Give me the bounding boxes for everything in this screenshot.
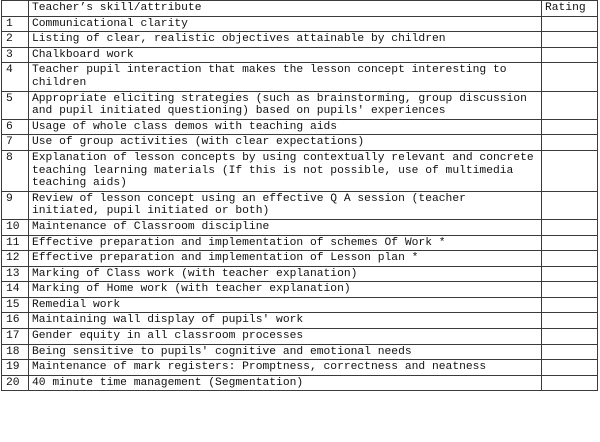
table-row	[2, 135, 598, 151]
header-attribute: Teacher’s skill/attribute	[29, 1, 542, 17]
row-rating-cell[interactable]	[542, 91, 598, 119]
row-number: 17	[2, 329, 29, 345]
row-number: 9	[2, 191, 29, 219]
row-attribute: Chalkboard work	[29, 47, 542, 63]
table-row	[2, 16, 598, 32]
row-attribute: Effective preparation and implementation of Lesson plan *	[29, 251, 542, 267]
table-row	[2, 235, 598, 251]
row-number: 18	[2, 344, 29, 360]
table-row	[2, 91, 598, 119]
row-number: 4	[2, 63, 29, 91]
row-rating-cell[interactable]	[542, 375, 598, 391]
row-attribute: Explanation of lesson concepts by using contextually relevant and concrete teaching learning materials (If this is not possible, use of multimedia teaching aids)	[29, 150, 542, 191]
table-row	[2, 150, 598, 191]
row-number: 15	[2, 297, 29, 313]
row-rating-cell[interactable]	[542, 150, 598, 191]
table-row	[2, 32, 598, 48]
row-rating-cell[interactable]	[542, 191, 598, 219]
row-attribute: Marking of Home work (with teacher explanation)	[29, 282, 542, 298]
row-attribute: Communicational clarity	[29, 16, 542, 32]
row-rating-cell[interactable]	[542, 313, 598, 329]
row-rating-cell[interactable]	[542, 119, 598, 135]
table-row	[2, 47, 598, 63]
row-number: 12	[2, 251, 29, 267]
row-attribute: 40 minute time management (Segmentation)	[29, 375, 542, 391]
row-attribute: Maintenance of Classroom discipline	[29, 219, 542, 235]
row-rating-cell[interactable]	[542, 344, 598, 360]
row-number: 16	[2, 313, 29, 329]
row-attribute: Marking of Class work (with teacher explanation)	[29, 266, 542, 282]
header-number	[2, 1, 29, 17]
row-attribute: Maintaining wall display of pupils' work	[29, 313, 542, 329]
row-number: 14	[2, 282, 29, 298]
row-rating-cell[interactable]	[542, 135, 598, 151]
row-rating-cell[interactable]	[542, 360, 598, 376]
row-number: 10	[2, 219, 29, 235]
row-rating-cell[interactable]	[542, 16, 598, 32]
table-row	[2, 344, 598, 360]
row-number: 6	[2, 119, 29, 135]
row-number: 5	[2, 91, 29, 119]
row-rating-cell[interactable]	[542, 251, 598, 267]
table-row	[2, 375, 598, 391]
skills-rating-table	[1, 0, 598, 391]
row-number: 1	[2, 16, 29, 32]
row-number: 11	[2, 235, 29, 251]
row-rating-cell[interactable]	[542, 219, 598, 235]
table-row	[2, 119, 598, 135]
row-number: 20	[2, 375, 29, 391]
row-attribute: Review of lesson concept using an effective Q A session (teacher initiated, pupil initiated or both)	[29, 191, 542, 219]
row-number: 8	[2, 150, 29, 191]
row-rating-cell[interactable]	[542, 63, 598, 91]
row-attribute: Maintenance of mark registers: Promptness, correctness and neatness	[29, 360, 542, 376]
row-number: 7	[2, 135, 29, 151]
table-row	[2, 251, 598, 267]
row-number: 13	[2, 266, 29, 282]
table-row	[2, 360, 598, 376]
row-attribute: Effective preparation and implementation of schemes Of Work *	[29, 235, 542, 251]
row-rating-cell[interactable]	[542, 329, 598, 345]
table-row	[2, 63, 598, 91]
row-attribute: Gender equity in all classroom processes	[29, 329, 542, 345]
row-rating-cell[interactable]	[542, 47, 598, 63]
table-row	[2, 282, 598, 298]
row-attribute: Listing of clear, realistic objectives attainable by children	[29, 32, 542, 48]
row-rating-cell[interactable]	[542, 282, 598, 298]
row-rating-cell[interactable]	[542, 235, 598, 251]
table-row	[2, 219, 598, 235]
row-attribute: Appropriate eliciting strategies (such as brainstorming, group discussion and pupil initiated questioning) based on pupils' experiences	[29, 91, 542, 119]
table-row	[2, 313, 598, 329]
row-attribute: Remedial work	[29, 297, 542, 313]
table-header-row	[2, 1, 598, 17]
row-number: 3	[2, 47, 29, 63]
row-number: 19	[2, 360, 29, 376]
table-row	[2, 266, 598, 282]
table-row	[2, 329, 598, 345]
table-body	[2, 16, 598, 391]
row-attribute: Use of group activities (with clear expectations)	[29, 135, 542, 151]
row-attribute: Usage of whole class demos with teaching aids	[29, 119, 542, 135]
table-row	[2, 191, 598, 219]
row-attribute: Being sensitive to pupils' cognitive and emotional needs	[29, 344, 542, 360]
row-rating-cell[interactable]	[542, 32, 598, 48]
header-rating: Rating	[542, 1, 598, 17]
row-rating-cell[interactable]	[542, 266, 598, 282]
row-rating-cell[interactable]	[542, 297, 598, 313]
row-number: 2	[2, 32, 29, 48]
row-attribute: Teacher pupil interaction that makes the lesson concept interesting to children	[29, 63, 542, 91]
table-row	[2, 297, 598, 313]
